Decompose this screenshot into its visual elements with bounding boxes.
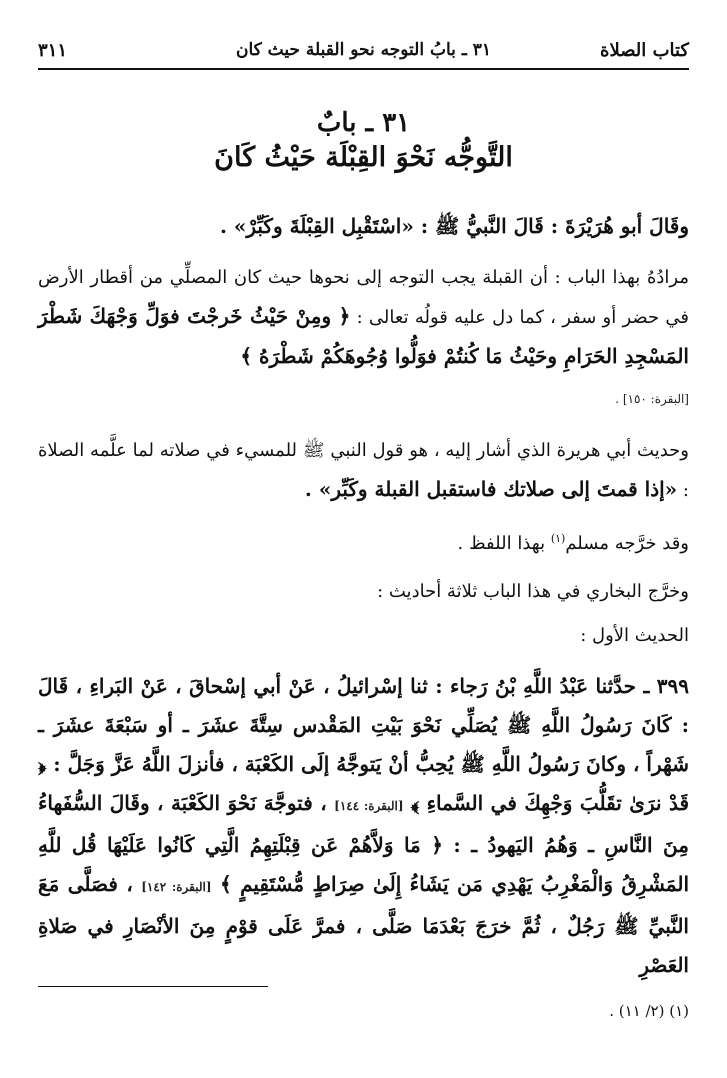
kharrajahu-text: وقد خرَّجه مسلم (565, 533, 689, 554)
quran-quote: ﴿ ومِنْ حَيْثُ خَرجْتَ فوَلِّ وَجْهَكَ شَطْرَ المَسْجِدِ الحَرَامِ وحَيْثُ مَا كُنتُمْ فوَلُّوا وُجُوهَكُمْ شَطْرَهُ ﴾ (38, 304, 689, 368)
hadith-399-part-b: ، فتوجَّهَ نَحْوَ الكَعْبَة ، وقَالَ السُّفَهاءُ مِنَ النَّاسِ ـ وَهُمُ اليَهودُ ـ : (38, 791, 689, 857)
explanation-paragraph (38, 259, 689, 377)
hadith-399-ref-2: [البقرة: ١٤٢] (141, 880, 212, 894)
hadith-paragraph (38, 432, 689, 510)
page-number: ٣١١ (38, 40, 68, 61)
hadith-399-quote-2: ﴿ مَا وَلاَّهُمْ عَن قِبْلَتِهِمُ الَّتِي كَانُوا عَلَيْهَا قُل للَّهِ المَشْرِقُ وَالْمَغْرِبُ يَهْدِي مَن يَشَاءُ إِلَىٰ صِرَاطٍ مُّسْتَقِيمٍ ﴾ (38, 833, 690, 896)
kharrajahu-end: بهذا اللفظ . (457, 533, 546, 554)
quran-reference-line (38, 379, 689, 418)
footnote: (١) (٢/ ١١) . (609, 1002, 689, 1020)
bukhari-line: وخرَّج البخاري في هذا الباب ثلاثة أحاديث : (377, 581, 689, 602)
abu-hurayra-narration: وقَالَ أبو هُرَيْرَةَ : قَالَ النَّبيُّ ﷺ : «اسْتَقْبِل القِبْلَةَ وكَبِّرْ» . (219, 214, 689, 238)
first-hadith-label: الحديث الأول : (580, 625, 689, 646)
chapter-heading: التَّوجُّه نَحْوَ القِبْلَة حَيْثُ كَانَ (214, 142, 513, 173)
hadith-quote: «إذا قمتَ إلى صلاتك فاستقبل القبلة وكَبِّر» . (304, 477, 678, 501)
quran-reference: [البقرة: ١٥٠] . (615, 392, 689, 406)
footnote-marker: (١) (550, 532, 566, 545)
chapter-number: ٣١ ـ بابٌ (316, 108, 411, 138)
book-title: كتاب الصلاة (600, 40, 689, 61)
hadith-399-quote-1: ﴿ قَدْ نرَىٰ تقَلُّبَ وَجْهِكَ في السَّماءِ ﴾ (38, 752, 690, 815)
hadith-399-part-a: ٣٩٩ ـ حدَّثنا عَبْدُ اللَّهِ بْنُ رَجاء : ثنا إسْرائيلُ ، عَنْ أبي إسْحاقَ ، عَنْ البَراءِ ، قَالَ : كَانَ رَسُولُ اللَّهِ ﷺ يُصَلِّي نَحْوَ بَيْتِ المَقْدس سِتَّةَ عشَرَ ـ أو سَبْعَةَ عشَرَ ـ شَهْراً ، وكانَ رَسُولُ اللَّهِ ﷺ يُحِبُّ أنْ يَتوجَّهُ إلَى الكَعْبَة ، فأنزلَ اللَّهُ عَزَّ وَجَلَّ : (38, 674, 689, 776)
hadith-text: وحديث أبي هريرة الذي أشار إليه ، هو قول النبي ﷺ للمسيء في صلاته لما علَّمه الصلاة : (38, 440, 689, 501)
book-page (38, 28, 689, 1058)
hadith-399-part-c: ، فصَلَّى مَعَ النَّبيِّ ﷺ رَجُلٌ ، ثُمَّ خرَجَ بَعْدَمَا صَلَّى ، فمرَّ عَلَى قوْمٍ مِنَ الأنْصَارِ في صَلاةِ العَصْرِ (38, 872, 689, 977)
kharrajahu-line (38, 520, 689, 563)
running-header (38, 28, 689, 70)
explanation-text: مرادُهُ بهذا الباب : أن القبلة يجب التوجه إلى نحوها حيث كان المصلِّي من أقطار الأرض في حضر أو سفر ، كما دل عليه قولُه تعالى : (38, 267, 690, 328)
running-chapter-title: ٣١ ـ بابُ التوجه نحو القبلة حيث كان (236, 40, 491, 60)
hadith-399 (38, 667, 689, 985)
footnote-divider (38, 986, 268, 987)
hadith-399-ref-1: [البقرة: ١٤٤] (334, 799, 404, 813)
